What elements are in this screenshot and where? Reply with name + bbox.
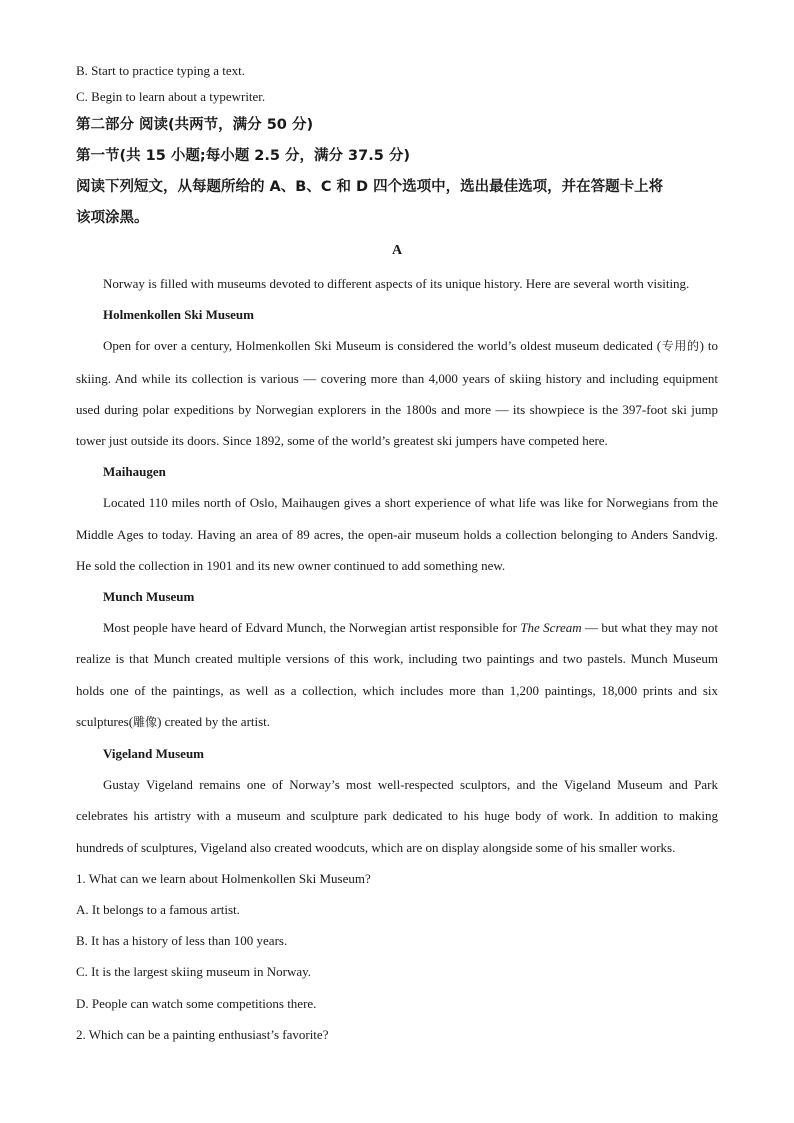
museum-text-vigeland: Gustay Vigeland remains one of Norway’s most well-respected sculptors, and the Vigeland Museum and Park celebrates his artistry with a museum and sculpture park dedicated to his huge body of work. In addition to making hundreds of sculptures, Vigeland also created woodcuts, which are on display alongside some of his smaller works. [76,777,718,855]
option-c-prev: C. Begin to learn about a typewriter. [76,89,266,104]
text-part: — but what they may not realize is that Munch created multiple versions of this work, including two paintings and two pastels. Munch Museum holds one of the paintings, as well as a collection, which includes more than 1,200 paintings, 18,000 prints and six sculptures( [76,620,718,729]
option-b-prev: B. Start to practice typing a text. [76,63,245,78]
text-part: Most people have heard of Edvard Munch, the Norwegian artist responsible for [103,620,521,636]
passage-label: A [391,243,403,258]
exam-page [76,58,718,1050]
question-1-stem: 1. What can we learn about Holmenkollen Ski Museum? [76,870,371,886]
text-part: ) to skiing. And while its collection is various — covering more than 4,000 years of skiing history and including equipment used during polar expeditions by Norwegian explorers in the 1800s and more — its showpiece is the 397-foot ski jump tower just outside its doors. Since 1892, some of the world’s greatest ski jumpers have competed here. [76,338,718,448]
gloss: 专用的 [661,339,700,354]
museum-heading-holmenkollen: Holmenkollen Ski Museum [103,307,254,323]
instruction-line-2: 该项涂黑。 [76,210,149,226]
question-1-option-d: D. People can watch some competitions there. [76,995,317,1011]
question-1-option-b: B. It has a history of less than 100 years. [76,933,288,949]
museum-text-holmenkollen [76,330,718,456]
question-1-option-a: A. It belongs to a famous artist. [76,901,240,917]
part-title: 第二部分 阅读(共两节，满分 50 分) [76,117,314,133]
question-1-option-c: C. It is the largest skiing museum in Norway. [76,964,312,980]
section-subtitle: 第一节(共 15 小题;每小题 2.5 分，满分 37.5 分) [76,148,410,164]
question-2-stem: 2. Which can be a painting enthusiast’s favorite? [76,1026,329,1042]
artwork-title: The Scream [520,620,582,636]
museum-text-munch [76,612,718,738]
museum-heading-vigeland: Vigeland Museum [103,746,204,761]
museum-heading-maihaugen: Maihaugen [103,464,166,480]
text-part: Open for over a century, Holmenkollen Ski Museum is considered the world’s oldest museum dedicated ( [103,338,662,354]
gloss: 雕像 [133,714,158,729]
museum-text-maihaugen: Located 110 miles north of Oslo, Maihaugen gives a short experience of what life was like for Norwegians from the Middle Ages to today. Having an area of 89 acres, the open-air museum holds a collection belonging to Anders Sandvig. He sold the collection in 1901 and its new owner continued to add something new. [76,495,718,573]
text-part: ) created by the artist. [157,713,271,729]
passage-intro: Norway is filled with museums devoted to different aspects of its unique history. Here are several worth visiting. [103,276,690,291]
instruction-line-1: 阅读下列短文，从每题所给的 A、B、C 和 D 四个选项中，选出最佳选项，并在答题卡上将 [76,179,664,195]
museum-heading-munch: Munch Museum [103,589,195,604]
